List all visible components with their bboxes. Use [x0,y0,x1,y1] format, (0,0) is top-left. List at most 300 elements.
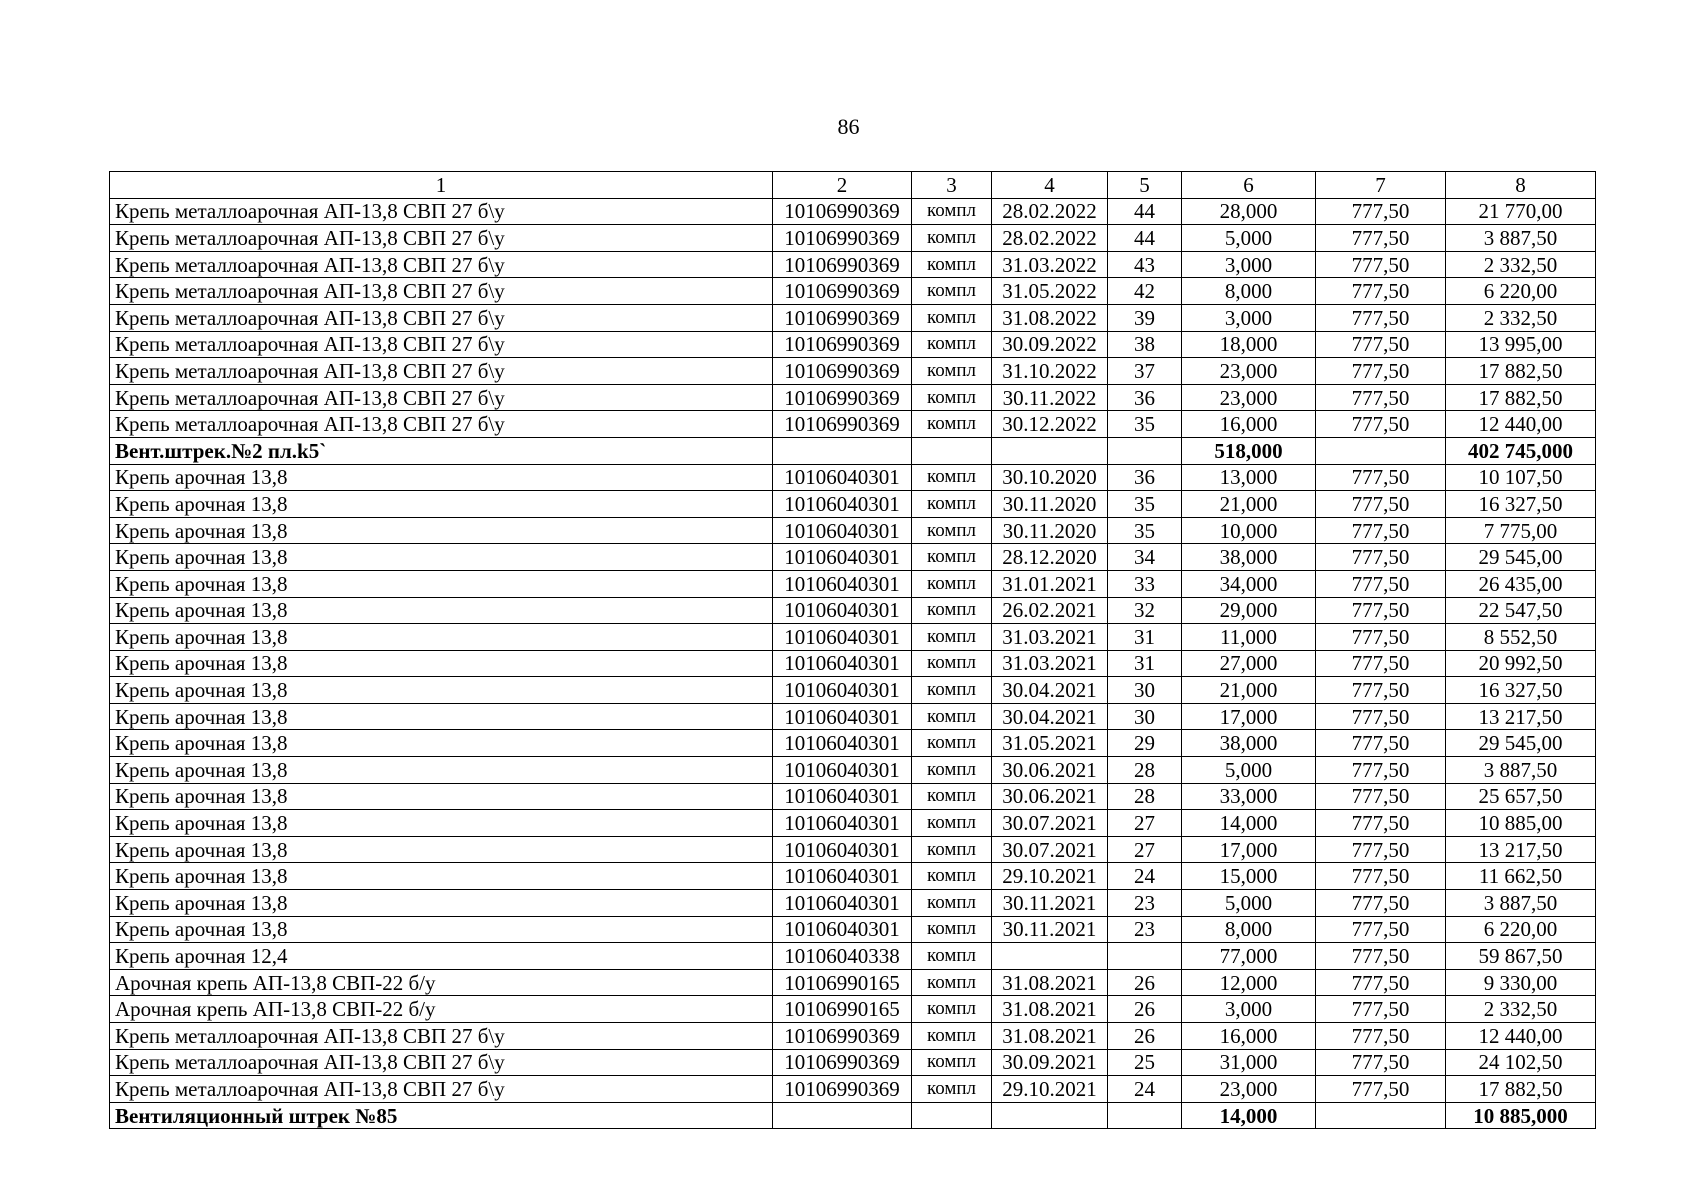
column-header: 8 [1446,172,1596,199]
item-date: 30.11.2021 [992,890,1108,917]
item-sum: 13 217,50 [1446,703,1596,730]
table-row [110,1076,1596,1103]
item-name: Крепь металлоарочная АП-13,8 СВП 27 б\у [110,331,773,358]
item-unit: компл [912,358,992,385]
column-header: 5 [1108,172,1182,199]
item-number: 23 [1108,890,1182,917]
item-code: 10106990369 [773,1076,912,1103]
item-code: 10106990369 [773,411,912,438]
item-sum: 10 885,00 [1446,810,1596,837]
table-row [110,836,1596,863]
item-price: 777,50 [1316,890,1446,917]
table-row [110,890,1596,917]
item-unit: компл [912,304,992,331]
item-code: 10106990369 [773,304,912,331]
item-code: 10106990165 [773,969,912,996]
item-price: 777,50 [1316,1023,1446,1050]
item-sum: 24 102,50 [1446,1049,1596,1076]
item-date: 30.04.2021 [992,677,1108,704]
table-row [110,464,1596,491]
item-name: Крепь металлоарочная АП-13,8 СВП 27 б\у [110,225,773,252]
item-quantity: 10,000 [1182,517,1316,544]
item-number: 27 [1108,836,1182,863]
item-number: 28 [1108,783,1182,810]
item-date: 29.10.2021 [992,863,1108,890]
item-unit: компл [912,491,992,518]
item-quantity: 21,000 [1182,491,1316,518]
table-row [110,916,1596,943]
item-quantity: 33,000 [1182,783,1316,810]
item-price: 777,50 [1316,570,1446,597]
item-quantity: 8,000 [1182,278,1316,305]
item-code: 10106990369 [773,384,912,411]
item-name: Крепь арочная 13,8 [110,650,773,677]
item-unit: компл [912,836,992,863]
item-code: 10106990369 [773,251,912,278]
item-code: 10106040301 [773,624,912,651]
item-number: 28 [1108,757,1182,784]
item-number: 36 [1108,384,1182,411]
item-code: 10106040301 [773,597,912,624]
item-sum: 59 867,50 [1446,943,1596,970]
item-quantity: 3,000 [1182,996,1316,1023]
item-sum: 16 327,50 [1446,491,1596,518]
item-name: Крепь арочная 13,8 [110,544,773,571]
item-number: 32 [1108,597,1182,624]
item-name: Крепь металлоарочная АП-13,8 СВП 27 б\у [110,251,773,278]
item-unit: компл [912,810,992,837]
subtotal-name: Вент.штрек.№2 пл.k5` [110,437,773,464]
item-number: 37 [1108,358,1182,385]
item-unit: компл [912,517,992,544]
item-name: Крепь металлоарочная АП-13,8 СВП 27 б\у [110,1049,773,1076]
item-unit: компл [912,969,992,996]
item-price: 777,50 [1316,677,1446,704]
item-quantity: 3,000 [1182,304,1316,331]
item-price: 777,50 [1316,783,1446,810]
item-name: Крепь арочная 13,8 [110,703,773,730]
item-number: 31 [1108,650,1182,677]
item-sum: 26 435,00 [1446,570,1596,597]
item-price: 777,50 [1316,969,1446,996]
table-row [110,969,1596,996]
item-sum: 6 220,00 [1446,916,1596,943]
item-code: 10106040301 [773,544,912,571]
item-number [1108,943,1182,970]
item-number: 23 [1108,916,1182,943]
item-sum: 25 657,50 [1446,783,1596,810]
item-name: Крепь металлоарочная АП-13,8 СВП 27 б\у [110,198,773,225]
item-price: 777,50 [1316,650,1446,677]
item-name: Крепь арочная 13,8 [110,597,773,624]
item-price: 777,50 [1316,198,1446,225]
table-row [110,570,1596,597]
item-quantity: 5,000 [1182,225,1316,252]
table-row [110,863,1596,890]
item-number: 43 [1108,251,1182,278]
item-unit: компл [912,996,992,1023]
item-number: 30 [1108,703,1182,730]
item-sum: 3 887,50 [1446,225,1596,252]
table-row [110,411,1596,438]
item-price: 777,50 [1316,517,1446,544]
item-number: 31 [1108,624,1182,651]
subtotal-sum: 402 745,000 [1446,437,1596,464]
item-name: Крепь арочная 13,8 [110,916,773,943]
table-row [110,1023,1596,1050]
item-number: 24 [1108,863,1182,890]
item-unit: компл [912,1076,992,1103]
item-unit: компл [912,331,992,358]
item-unit: компл [912,278,992,305]
table-row [110,384,1596,411]
item-date: 31.08.2022 [992,304,1108,331]
item-quantity: 29,000 [1182,597,1316,624]
item-sum: 17 882,50 [1446,1076,1596,1103]
item-quantity: 14,000 [1182,810,1316,837]
item-date: 29.10.2021 [992,1076,1108,1103]
item-code: 10106040301 [773,810,912,837]
table-row [110,517,1596,544]
item-code: 10106040301 [773,863,912,890]
column-header: 7 [1316,172,1446,199]
table-row [110,677,1596,704]
item-sum: 13 995,00 [1446,331,1596,358]
item-sum: 3 887,50 [1446,890,1596,917]
item-number: 35 [1108,411,1182,438]
item-price: 777,50 [1316,251,1446,278]
table-row [110,624,1596,651]
item-name: Крепь металлоарочная АП-13,8 СВП 27 б\у [110,1023,773,1050]
item-unit: компл [912,890,992,917]
item-price: 777,50 [1316,863,1446,890]
table-row [110,650,1596,677]
column-header: 1 [110,172,773,199]
item-unit: компл [912,624,992,651]
item-unit: компл [912,544,992,571]
item-code: 10106990165 [773,996,912,1023]
subtotal-unit [912,1102,992,1129]
item-quantity: 18,000 [1182,331,1316,358]
item-number: 35 [1108,491,1182,518]
item-name: Крепь арочная 13,8 [110,517,773,544]
item-price: 777,50 [1316,916,1446,943]
item-quantity: 23,000 [1182,358,1316,385]
column-header: 4 [992,172,1108,199]
table-row [110,810,1596,837]
item-quantity: 34,000 [1182,570,1316,597]
item-unit: компл [912,464,992,491]
item-code: 10106990369 [773,278,912,305]
item-date: 30.11.2020 [992,517,1108,544]
item-price: 777,50 [1316,943,1446,970]
item-quantity: 17,000 [1182,703,1316,730]
item-price: 777,50 [1316,730,1446,757]
item-code: 10106990369 [773,1049,912,1076]
item-unit: компл [912,757,992,784]
item-price: 777,50 [1316,597,1446,624]
subtotal-name: Вентиляционный штрек №85 [110,1102,773,1129]
table-row [110,544,1596,571]
item-quantity: 21,000 [1182,677,1316,704]
subtotal-quantity: 518,000 [1182,437,1316,464]
table-row [110,1049,1596,1076]
table-row [110,996,1596,1023]
item-number: 26 [1108,1023,1182,1050]
item-number: 26 [1108,969,1182,996]
item-sum: 3 887,50 [1446,757,1596,784]
item-quantity: 23,000 [1182,384,1316,411]
subtotal-sum: 10 885,000 [1446,1102,1596,1129]
table-row [110,198,1596,225]
item-number: 25 [1108,1049,1182,1076]
item-sum: 13 217,50 [1446,836,1596,863]
item-price: 777,50 [1316,996,1446,1023]
item-date: 31.03.2021 [992,650,1108,677]
table-row [110,783,1596,810]
item-quantity: 28,000 [1182,198,1316,225]
column-header: 2 [773,172,912,199]
item-date: 31.05.2022 [992,278,1108,305]
subtotal-quantity: 14,000 [1182,1102,1316,1129]
table-row [110,597,1596,624]
item-price: 777,50 [1316,358,1446,385]
item-date: 26.02.2021 [992,597,1108,624]
item-unit: компл [912,730,992,757]
item-code: 10106040301 [773,491,912,518]
item-quantity: 17,000 [1182,836,1316,863]
page-number: 86 [837,114,860,139]
item-code: 10106990369 [773,225,912,252]
item-code: 10106040301 [773,650,912,677]
table-body [110,172,1596,1129]
table-row [110,225,1596,252]
item-name: Арочная крепь АП-13,8 СВП-22 б/у [110,969,773,996]
item-name: Крепь металлоарочная АП-13,8 СВП 27 б\у [110,384,773,411]
item-sum: 16 327,50 [1446,677,1596,704]
item-unit: компл [912,251,992,278]
item-sum: 17 882,50 [1446,384,1596,411]
item-unit: компл [912,198,992,225]
subtotal-unit [912,437,992,464]
table-row [110,730,1596,757]
item-unit: компл [912,1049,992,1076]
item-sum: 12 440,00 [1446,1023,1596,1050]
item-quantity: 23,000 [1182,1076,1316,1103]
item-number: 42 [1108,278,1182,305]
column-header: 6 [1182,172,1316,199]
item-price: 777,50 [1316,703,1446,730]
item-date: 31.01.2021 [992,570,1108,597]
item-quantity: 77,000 [1182,943,1316,970]
table-row [110,358,1596,385]
item-name: Крепь металлоарочная АП-13,8 СВП 27 б\у [110,1076,773,1103]
table-row [110,943,1596,970]
item-date: 31.03.2021 [992,624,1108,651]
item-date: 31.03.2022 [992,251,1108,278]
item-code: 10106040301 [773,517,912,544]
item-name: Арочная крепь АП-13,8 СВП-22 б/у [110,996,773,1023]
item-number: 30 [1108,677,1182,704]
item-sum: 21 770,00 [1446,198,1596,225]
item-price: 777,50 [1316,836,1446,863]
item-date: 30.06.2021 [992,757,1108,784]
item-name: Крепь арочная 12,4 [110,943,773,970]
item-number: 44 [1108,198,1182,225]
item-date: 28.02.2022 [992,198,1108,225]
item-number: 27 [1108,810,1182,837]
item-sum: 29 545,00 [1446,544,1596,571]
item-date: 31.08.2021 [992,969,1108,996]
item-number: 29 [1108,730,1182,757]
item-unit: компл [912,225,992,252]
item-code: 10106040301 [773,783,912,810]
item-sum: 11 662,50 [1446,863,1596,890]
table-row [110,703,1596,730]
item-code: 10106990369 [773,331,912,358]
item-quantity: 12,000 [1182,969,1316,996]
item-quantity: 8,000 [1182,916,1316,943]
item-quantity: 15,000 [1182,863,1316,890]
item-unit: компл [912,1023,992,1050]
subtotal-price [1316,437,1446,464]
item-code: 10106040338 [773,943,912,970]
item-date: 28.02.2022 [992,225,1108,252]
item-price: 777,50 [1316,491,1446,518]
table-row [110,331,1596,358]
subtotal-row [110,437,1596,464]
item-name: Крепь металлоарочная АП-13,8 СВП 27 б\у [110,411,773,438]
item-price: 777,50 [1316,544,1446,571]
item-code: 10106040301 [773,730,912,757]
item-code: 10106040301 [773,836,912,863]
item-quantity: 16,000 [1182,411,1316,438]
item-sum: 2 332,50 [1446,996,1596,1023]
item-date: 30.11.2022 [992,384,1108,411]
item-number: 36 [1108,464,1182,491]
inventory-table [109,171,1596,1129]
item-name: Крепь арочная 13,8 [110,836,773,863]
table-row [110,251,1596,278]
subtotal-code [773,437,912,464]
item-date: 30.12.2022 [992,411,1108,438]
item-price: 777,50 [1316,278,1446,305]
item-date: 30.04.2021 [992,703,1108,730]
item-number: 34 [1108,544,1182,571]
item-sum: 8 552,50 [1446,624,1596,651]
item-name: Крепь арочная 13,8 [110,677,773,704]
item-sum: 12 440,00 [1446,411,1596,438]
item-quantity: 38,000 [1182,730,1316,757]
item-unit: компл [912,916,992,943]
item-date: 28.12.2020 [992,544,1108,571]
item-unit: компл [912,703,992,730]
item-date [992,943,1108,970]
subtotal-number [1108,1102,1182,1129]
item-date: 31.08.2021 [992,996,1108,1023]
item-unit: компл [912,943,992,970]
item-date: 30.09.2022 [992,331,1108,358]
item-unit: компл [912,863,992,890]
table-row [110,278,1596,305]
item-code: 10106040301 [773,570,912,597]
item-name: Крепь арочная 13,8 [110,810,773,837]
item-quantity: 5,000 [1182,890,1316,917]
item-sum: 2 332,50 [1446,251,1596,278]
item-sum: 20 992,50 [1446,650,1596,677]
item-price: 777,50 [1316,1049,1446,1076]
item-number: 26 [1108,996,1182,1023]
item-number: 44 [1108,225,1182,252]
item-code: 10106040301 [773,703,912,730]
item-date: 30.07.2021 [992,836,1108,863]
item-date: 30.07.2021 [992,810,1108,837]
subtotal-date [992,1102,1108,1129]
item-name: Крепь арочная 13,8 [110,464,773,491]
item-sum: 2 332,50 [1446,304,1596,331]
item-sum: 7 775,00 [1446,517,1596,544]
item-code: 10106040301 [773,677,912,704]
item-name: Крепь арочная 13,8 [110,491,773,518]
item-price: 777,50 [1316,757,1446,784]
item-name: Крепь металлоарочная АП-13,8 СВП 27 б\у [110,278,773,305]
item-name: Крепь арочная 13,8 [110,783,773,810]
subtotal-code [773,1102,912,1129]
item-code: 10106040301 [773,916,912,943]
item-code: 10106040301 [773,757,912,784]
column-header: 3 [912,172,992,199]
item-date: 30.11.2021 [992,916,1108,943]
item-quantity: 13,000 [1182,464,1316,491]
item-sum: 17 882,50 [1446,358,1596,385]
item-code: 10106040301 [773,464,912,491]
item-price: 777,50 [1316,331,1446,358]
subtotal-number [1108,437,1182,464]
item-unit: компл [912,411,992,438]
item-sum: 6 220,00 [1446,278,1596,305]
item-date: 30.10.2020 [992,464,1108,491]
item-code: 10106990369 [773,198,912,225]
column-number-row [110,172,1596,199]
item-quantity: 3,000 [1182,251,1316,278]
item-name: Крепь арочная 13,8 [110,624,773,651]
item-quantity: 38,000 [1182,544,1316,571]
item-quantity: 11,000 [1182,624,1316,651]
subtotal-date [992,437,1108,464]
item-quantity: 31,000 [1182,1049,1316,1076]
item-unit: компл [912,384,992,411]
item-date: 30.11.2020 [992,491,1108,518]
item-price: 777,50 [1316,411,1446,438]
item-number: 38 [1108,331,1182,358]
item-code: 10106990369 [773,1023,912,1050]
item-name: Крепь арочная 13,8 [110,570,773,597]
item-price: 777,50 [1316,384,1446,411]
item-code: 10106990369 [773,358,912,385]
item-date: 31.08.2021 [992,1023,1108,1050]
item-price: 777,50 [1316,810,1446,837]
item-sum: 10 107,50 [1446,464,1596,491]
table-row [110,491,1596,518]
table-row [110,757,1596,784]
item-unit: компл [912,783,992,810]
subtotal-price [1316,1102,1446,1129]
item-number: 24 [1108,1076,1182,1103]
item-unit: компл [912,570,992,597]
subtotal-row [110,1102,1596,1129]
item-name: Крепь металлоарочная АП-13,8 СВП 27 б\у [110,358,773,385]
item-sum: 29 545,00 [1446,730,1596,757]
